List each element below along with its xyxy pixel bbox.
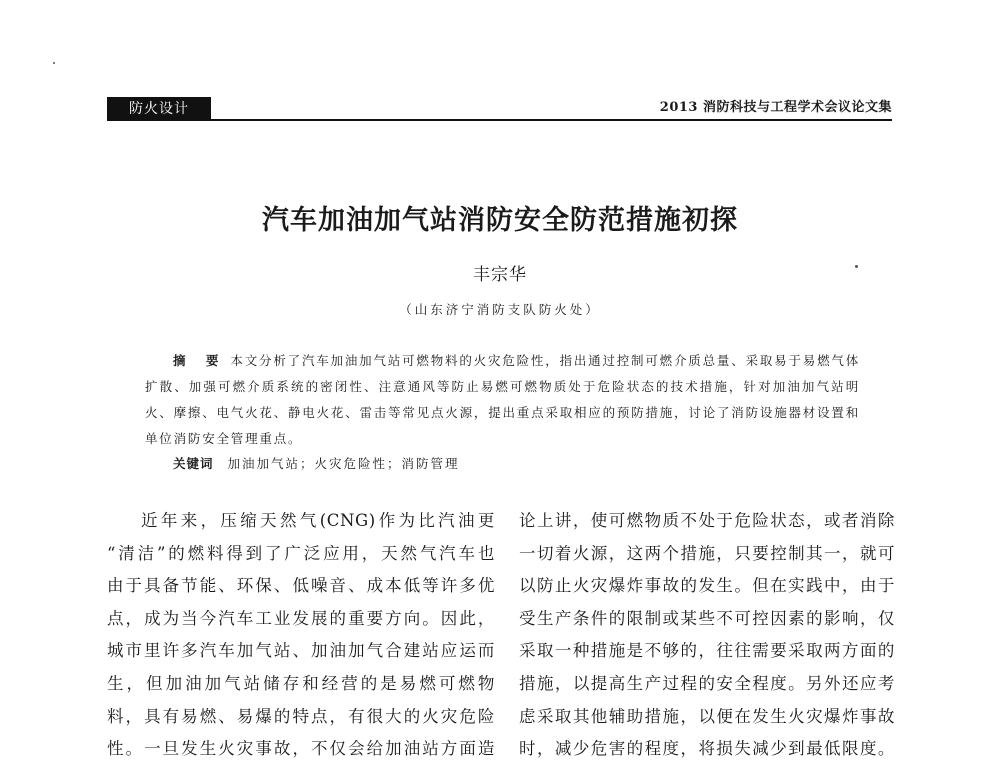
body-line: 受生产条件的限制或某些不可控因素的影响，仅 (519, 608, 895, 628)
body-line: 由于具备节能、环保、低噪音、成本低等许多优 (107, 576, 495, 596)
body-line: “清洁”的燃料得到了广泛应用，天然气汽车也 (107, 543, 495, 563)
body-line: 点，成为当今汽车工业发展的重要方向。因此， (107, 608, 495, 628)
body-column-right (519, 505, 895, 766)
body-line: 料，具有易燃、易爆的特点，有很大的火灾危险 (107, 706, 495, 726)
abstract-label: 摘 要 (173, 353, 227, 368)
body-line: 性。一旦发生火灾事故，不仅会给加油站方面造 (107, 739, 495, 759)
body-line: 近年来，压缩天然气(CNG)作为比汽油更 (141, 511, 495, 530)
body-line: 一切着火源，这两个措施，只要控制其一，就可 (519, 543, 895, 563)
scan-speck (53, 62, 55, 64)
keywords-text: 加油加气站；火灾危险性；消防管理 (227, 456, 460, 471)
body-line: 以防止火灾爆炸事故的发生。但在实践中，由于 (519, 576, 895, 596)
body-line: 措施，以提高生产过程的安全程度。另外还应考 (519, 673, 895, 693)
keywords (173, 452, 460, 476)
body-column-left (107, 505, 495, 766)
body-line: 城市里许多汽车加气站、加油加气合建站应运而 (107, 641, 495, 661)
section-tag: 防火设计 (107, 97, 211, 121)
scan-speck (855, 265, 858, 268)
abstract-text: 本文分析了汽车加油加气站可燃物料的火灾危险性，指出通过控制可燃介质总量、采取易于易燃气体扩散、加强可燃介质系统的密闭性、注意通风等防止易燃可燃物质处于危险状态的技术措施，针对加油加气站明火、摩擦、电气火花、静电火花、雷击等常见点火源，提出重点采取相应的预防措施，讨论了消防设施器材设置和单位消防安全管理重点。 (145, 353, 861, 446)
keywords-label: 关键词 (173, 456, 214, 471)
body-line: 时，减少危害的程度，将损失减少到最低限度。 (519, 739, 895, 759)
journal-title: 2013 消防科技与工程学术会议论文集 (659, 100, 892, 115)
body-line: 采取一种措施是不够的，往往需要采取两方面的 (519, 641, 895, 661)
abstract (145, 348, 860, 452)
body-line: 生，但加油加气站储存和经营的是易燃可燃物 (107, 673, 495, 693)
article-affiliation: （山东济宁消防支队防火处） (399, 302, 601, 317)
body-line: 论上讲，使可燃物质不处于危险状态，或者消除 (519, 511, 895, 530)
article-title: 汽车加油加气站消防安全防范措施初探 (262, 205, 738, 236)
article-author: 丰宗华 (473, 265, 527, 285)
header-rule (107, 119, 892, 121)
body-line: 虑采取其他辅助措施，以便在发生火灾爆炸事故 (519, 706, 895, 726)
